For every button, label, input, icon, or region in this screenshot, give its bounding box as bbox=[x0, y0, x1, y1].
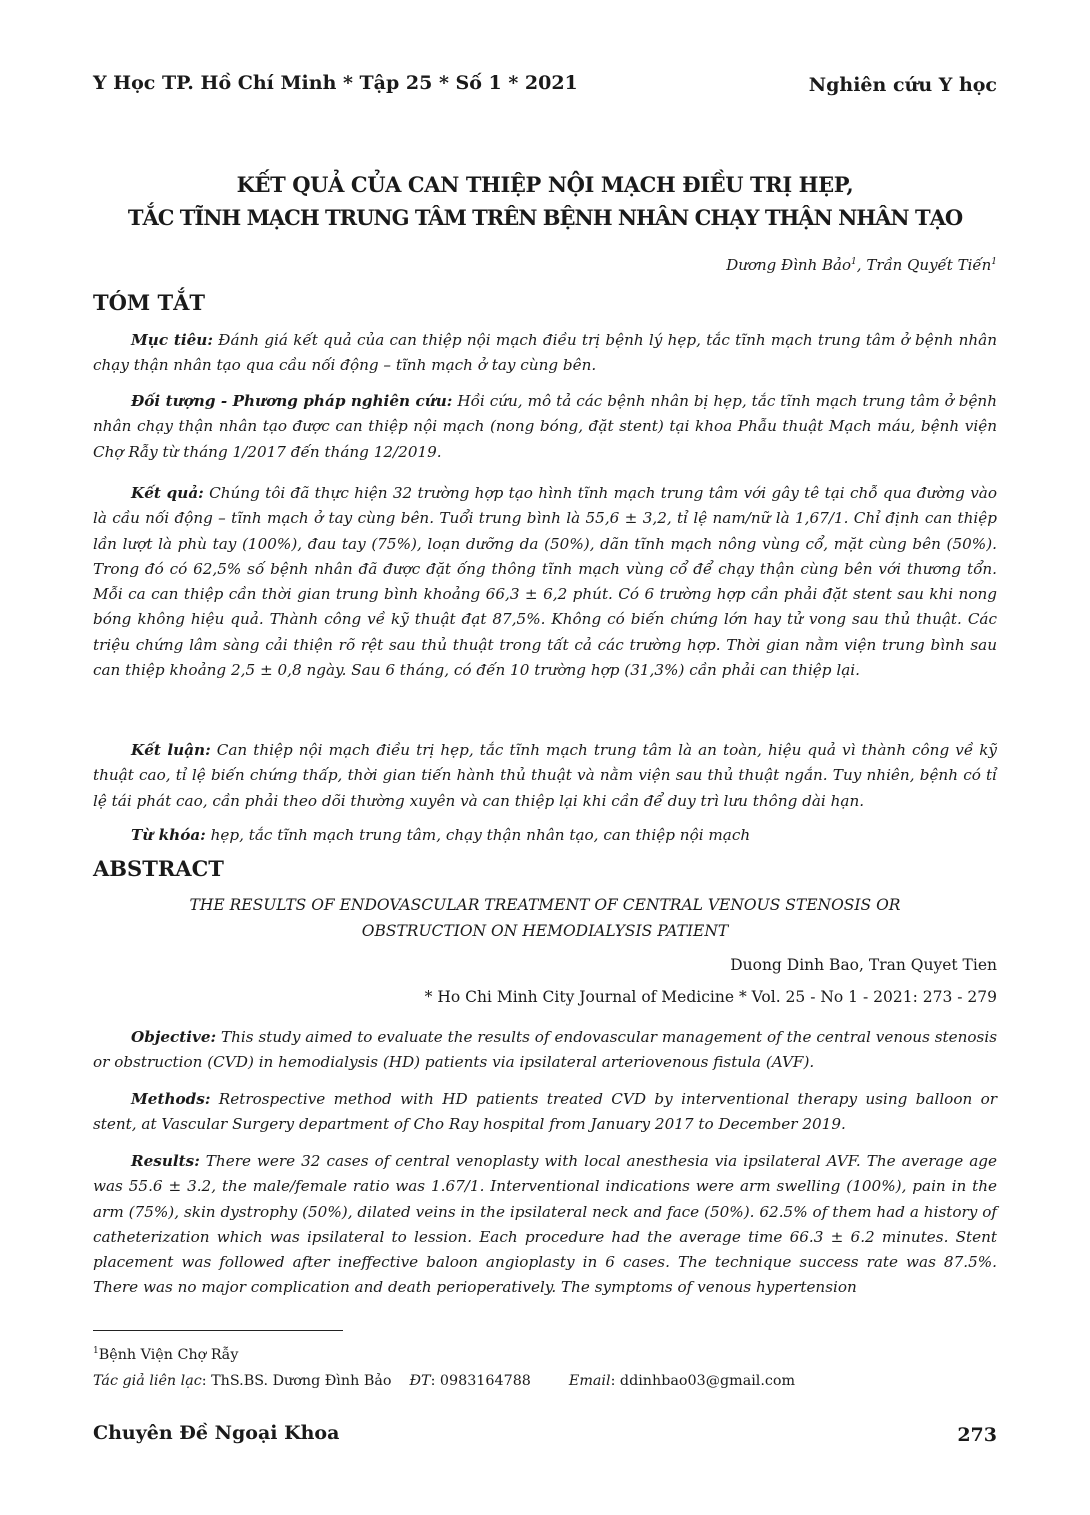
citation: * Ho Chi Minh City Journal of Medicine * Vol. 25 - No 1 - 2021: 273 - 279 bbox=[424, 988, 997, 1006]
english-title-line-1: THE RESULTS OF ENDOVASCULAR TREATMENT OF CENTRAL VENOUS STENOSIS OR bbox=[189, 896, 901, 914]
title-line-2: TẮC TĨNH MẠCH TRUNG TÂM TRÊN BỆNH NHÂN CHẠY THẬN NHÂN TẠO bbox=[127, 205, 963, 230]
results-paragraph bbox=[93, 1149, 997, 1301]
muc-tieu-label: Mục tiêu: bbox=[131, 331, 213, 349]
authors-vietnamese bbox=[726, 256, 997, 274]
methods-label: Methods: bbox=[131, 1090, 211, 1108]
footer-section-title: Chuyên Đề Ngoại Khoa bbox=[93, 1422, 340, 1444]
tu-khoa-label: Từ khóa: bbox=[131, 826, 206, 844]
footnote-affiliation bbox=[93, 1346, 238, 1363]
ket-qua-label: Kết quả: bbox=[131, 484, 204, 502]
tom-tat-heading: TÓM TẮT bbox=[93, 290, 206, 315]
footnote-contact bbox=[93, 1373, 795, 1389]
doi-tuong-label: Đối tượng - Phương pháp nghiên cứu: bbox=[131, 392, 453, 410]
author-1-mark: 1 bbox=[851, 257, 857, 267]
phone-value: : 0983164788 bbox=[430, 1373, 531, 1389]
english-title-line-2: OBSTRUCTION ON HEMODIALYSIS PATIENT bbox=[361, 922, 729, 940]
title-line-1: KẾT QUẢ CỦA CAN THIỆP NỘI MẠCH ĐIỀU TRỊ HẸP, bbox=[236, 172, 854, 197]
results-label: Results: bbox=[131, 1152, 200, 1170]
english-authors: Duong Dinh Bao, Tran Quyet Tien bbox=[730, 956, 997, 974]
methods-paragraph bbox=[93, 1087, 997, 1138]
objective-paragraph bbox=[93, 1025, 997, 1076]
affiliation-text: Bệnh Viện Chợ Rẫy bbox=[98, 1346, 239, 1363]
ket-qua-paragraph bbox=[93, 481, 997, 683]
results-text: There were 32 cases of central venoplasty with local anesthesia via ipsilateral AVF. The average age was 55.6 ± 3.2, the male/female ratio was 1.67/1. Interventional indications were arm swelling (100%), pain in the arm (75%), skin dystrophy (50%), dilated veins in the ipsilateral neck and face (50%). 62.5% of them had a history of catheterization which was ipsilateral to lession. Each procedure had the average time 66.3 ± 6.2 minutes. Stent placement was followed after ineffective baloon angioplasty in 6 cases. The technique success rate was 87.5%. There was no major complication and death perioperatively. The symptoms of venous hypertension bbox=[93, 1152, 997, 1297]
page-number: 273 bbox=[957, 1424, 997, 1446]
author-2-mark: 1 bbox=[991, 257, 997, 267]
methods-text: Retrospective method with HD patients treated CVD by interventional therapy using balloon or stent, at Vascular Surgery department of Cho Ray hospital from January 2017 to December 2019. bbox=[93, 1090, 997, 1134]
ket-luan-label: Kết luận: bbox=[131, 741, 211, 759]
tu-khoa-text: hẹp, tắc tĩnh mạch trung tâm, chạy thận nhân tạo, can thiệp nội mạch bbox=[205, 826, 751, 844]
footnote-divider bbox=[93, 1330, 343, 1331]
contact-value: : ThS.BS. Dương Đình Bảo bbox=[201, 1373, 392, 1389]
phone-label: ĐT bbox=[409, 1373, 431, 1389]
section-header: Nghiên cứu Y học bbox=[808, 74, 997, 96]
muc-tieu-text: Đánh giá kết quả của can thiệp nội mạch điều trị bệnh lý hẹp, tắc tĩnh mạch trung tâm ở bệnh nhân chạy thận nhân tạo qua cầu nối động – tĩnh mạch ở tay cùng bên. bbox=[93, 331, 997, 375]
ket-luan-paragraph bbox=[93, 738, 997, 814]
email-label: Email bbox=[568, 1373, 611, 1389]
doi-tuong-text: Hồi cứu, mô tả các bệnh nhân bị hẹp, tắc tĩnh mạch trung tâm ở bệnh nhân chạy thận nhân tạo được can thiệp nội mạch (nong bóng, đặt stent) tại khoa Phẫu thuật Mạch máu, bệnh viện Chợ Rẫy từ tháng 1/2017 đến tháng 12/2019. bbox=[93, 392, 997, 461]
contact-label: Tác giả liên lạc bbox=[93, 1373, 202, 1389]
abstract-heading: ABSTRACT bbox=[93, 856, 224, 881]
journal-header: Y Học TP. Hồ Chí Minh * Tập 25 * Số 1 * 2021 bbox=[93, 72, 578, 94]
footnote-mark: 1 bbox=[93, 1346, 99, 1356]
author-1: Dương Đình Bảo bbox=[726, 256, 852, 274]
tu-khoa-paragraph bbox=[93, 823, 997, 848]
email-value: : ddinhbao03@gmail.com bbox=[610, 1373, 796, 1389]
author-2: Trần Quyết Tiến bbox=[866, 256, 992, 274]
ket-qua-text: Chúng tôi đã thực hiện 32 trường hợp tạo hình tĩnh mạch trung tâm với gây tê tại chỗ qua đường vào là cầu nối động – tĩnh mạch ở tay cùng bên. Tuổi trung bình là 55,6 ± 3,2, tỉ lệ nam/nữ là 1,67/1. Chỉ định can thiệp lần lượt là phù tay (100%), đau tay (75%), loạn dưỡng da (50%), dãn tĩnh mạch nông vùng cổ, mặt cùng bên (50%). Trong đó có 62,5% số bệnh nhân đã được đặt ống thông tĩnh mạch vùng cổ để chạy thận cùng bên với thương tổn. Mỗi ca can thiệp cần thời gian trung bình khoảng 66,3 ± 6,2 phút. Có 6 trường hợp cần phải đặt stent sau khi nong bóng không hiệu quả. Thành công về kỹ thuật đạt 87,5%. Không có biến chứng lớn hay tử vong sau thủ thuật. Các triệu chứng lâm sàng cải thiện rõ rệt sau thủ thuật trong tất cả các trường hợp. Thời gian nằm viện trung bình sau can thiệp khoảng 2,5 ± 0,8 ngày. Sau 6 tháng, có đến 10 trường hợp (31,3%) cần phải can thiệp lại. bbox=[93, 484, 997, 680]
ket-luan-text: Can thiệp nội mạch điều trị hẹp, tắc tĩnh mạch trung tâm là an toàn, hiệu quả vì thành công về kỹ thuật cao, tỉ lệ biến chứng thấp, thời gian tiến hành thủ thuật và nằm viện sau thủ thuật ngắn. Tuy nhiên, bệnh có tỉ lệ tái phát cao, cần phải theo dõi thường xuyên và can thiệp lại khi cần để duy trì lưu thông dài hạn. bbox=[93, 741, 997, 810]
objective-label: Objective: bbox=[131, 1028, 217, 1046]
objective-text: This study aimed to evaluate the results of endovascular management of the central venous stenosis or obstruction (CVD) in hemodialysis (HD) patients via ipsilateral arteriovenous fistula (AVF). bbox=[93, 1028, 997, 1072]
muc-tieu-paragraph bbox=[93, 328, 997, 379]
doi-tuong-paragraph bbox=[93, 389, 997, 465]
author-separator: , bbox=[856, 256, 867, 274]
